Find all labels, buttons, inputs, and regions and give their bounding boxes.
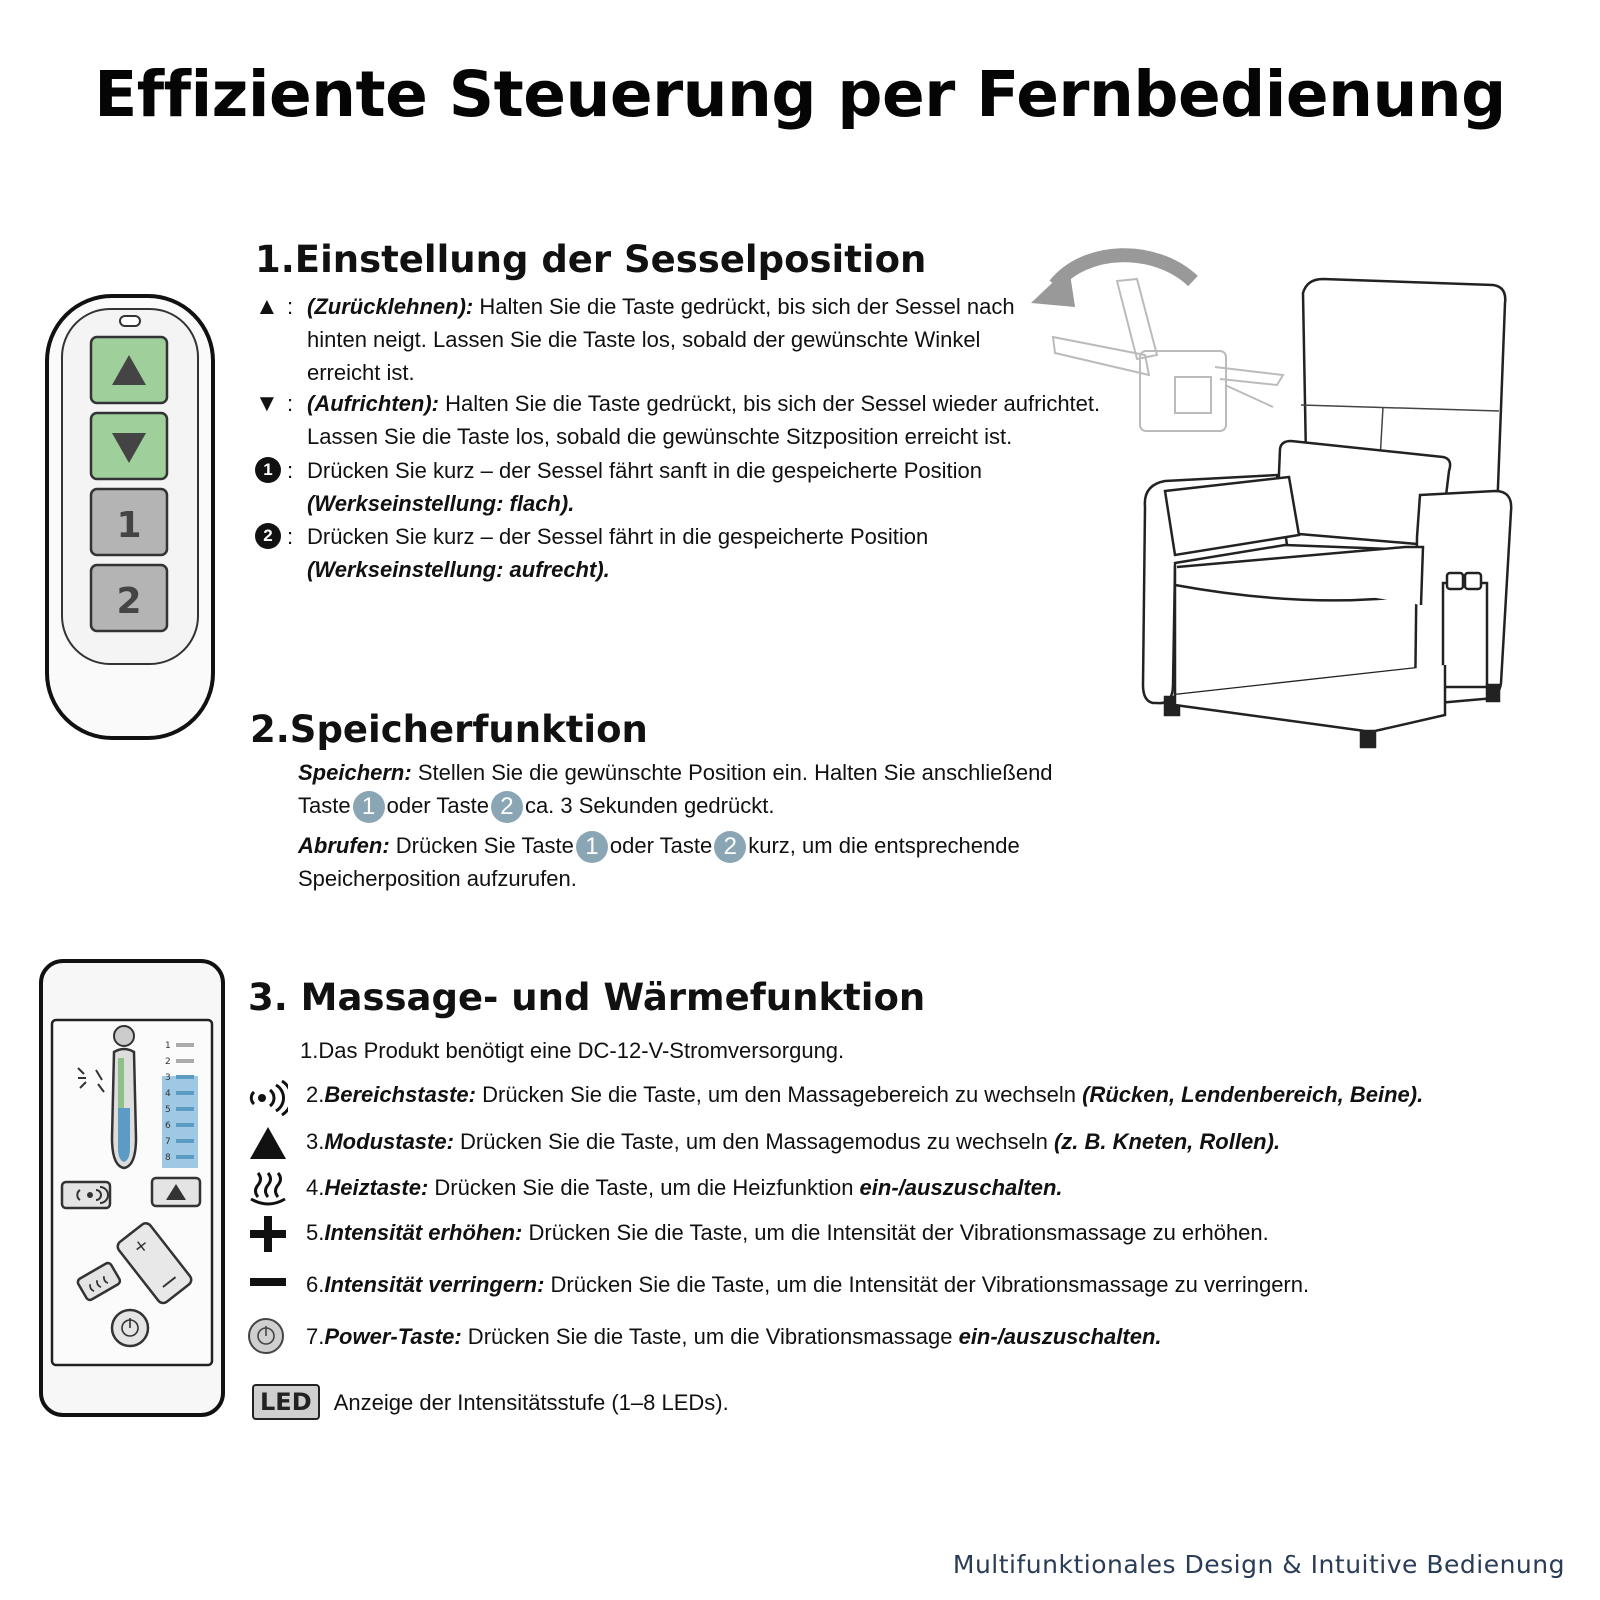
recline-label: (Zurücklehnen): (307, 294, 474, 319)
led-legend: LED Anzeige der Intensitätsstufe (1–8 LEDs). (252, 1384, 729, 1420)
power-label: Power-Taste: (324, 1324, 462, 1349)
remote-memory-2-button[interactable] (91, 565, 167, 631)
list-item-upright: ▼ : (Aufrichten): Halten Sie die Taste gedrückt, bis sich der Sessel wieder aufrichtet. Lassen Sie die Taste los, sobald die gewünschte Sitzposition erreicht ist. (255, 387, 1155, 454)
led-level-bar (176, 1075, 194, 1079)
memory-1-icon: 1 (255, 457, 281, 483)
memory-1-badge: 1 (576, 831, 608, 863)
massage-remote-illustration (38, 958, 226, 1418)
led-level-number: 2 (165, 1057, 171, 1067)
triangle-down-icon: ▼ (255, 390, 279, 417)
footer-tagline: Multifunktionales Design & Intuitive Bedienung (952, 1550, 1565, 1579)
remote-mode-button[interactable] (152, 1178, 200, 1206)
area-label: Bereichstaste: (324, 1082, 476, 1107)
svg-text:+: + (128, 1233, 154, 1260)
memory-1-badge: 1 (353, 791, 385, 823)
save-label: Speichern: (298, 760, 412, 785)
area-vibration-icon (248, 1076, 288, 1116)
triangle-mode-icon (248, 1123, 288, 1163)
recall-instruction: Abrufen: Drücken Sie Taste 1 oder Taste 2 kurz, um die entsprechende (298, 829, 1020, 863)
led-level-bar (176, 1107, 194, 1111)
led-level-bar (176, 1139, 194, 1143)
svg-text:2: 2 (116, 581, 142, 622)
led-level-bar (176, 1155, 194, 1159)
led-badge: LED (252, 1384, 320, 1420)
led-level-number: 5 (165, 1105, 171, 1115)
upright-label: (Aufrichten): (307, 391, 439, 416)
recall-label: Abrufen: (298, 833, 390, 858)
power-icon (248, 1318, 288, 1358)
led-level-number: 1 (165, 1041, 171, 1051)
remote-down-button[interactable] (91, 413, 167, 479)
remote-up-button[interactable] (91, 337, 167, 403)
heat-label: Heiztaste: (324, 1175, 429, 1200)
heat-waves-icon (248, 1169, 288, 1209)
led-level-number: 8 (165, 1153, 171, 1163)
position-remote-illustration (44, 293, 216, 741)
list-item-memory-2: 2 : Drücken Sie kurz – der Sessel fährt in die gespeicherte Position (Werkseinstellung: aufrecht). (255, 520, 1155, 586)
led-level-bar (176, 1091, 194, 1095)
list-item-recline: ▲ : (Zurücklehnen): Halten Sie die Taste gedrückt, bis sich der Sessel nach hinten neigt. Lassen Sie die Taste los, sobald der gewünschte Winkel erreicht ist. (255, 290, 1155, 387)
led-level-number: 3 (165, 1073, 171, 1083)
page-title: Effiziente Steuerung per Fernbedienung (94, 58, 1506, 131)
mode-label: Modustaste: (324, 1129, 454, 1154)
memory-2-icon: 2 (255, 523, 281, 549)
plus-icon (248, 1214, 288, 1254)
recall-instruction-line2: Speicherposition aufzurufen. (298, 866, 577, 891)
remote-power-button[interactable] (112, 1310, 148, 1346)
led-level-number: 4 (165, 1089, 171, 1099)
led-level-bar (176, 1043, 194, 1047)
minus-icon (248, 1266, 288, 1306)
remote-area-button[interactable] (62, 1182, 110, 1208)
svg-text:1: 1 (116, 505, 142, 546)
triangle-up-icon: ▲ (255, 293, 279, 320)
save-instruction-line2: Taste 1 oder Taste 2 ca. 3 Sekunden gedrückt. (298, 789, 774, 823)
decrease-label: Intensität verringern: (324, 1272, 545, 1297)
save-instruction: Speichern: Stellen Sie die gewünschte Position ein. Halten Sie anschließend (298, 760, 1053, 785)
led-level-number: 7 (165, 1137, 171, 1147)
list-item-memory-1: 1 : Drücken Sie kurz – der Sessel fährt sanft in die gespeicherte Position (Werkseinstellung: flach). (255, 454, 1155, 520)
section3-heading: 3. Massage- und Wärmefunktion (248, 976, 926, 1019)
section1-heading: 1.Einstellung der Sesselposition (255, 238, 927, 281)
recliner-chair-illustration (1025, 245, 1525, 765)
led-level-number: 6 (165, 1121, 171, 1131)
section2-heading: 2.Speicherfunktion (250, 708, 648, 751)
led-level-bar (176, 1059, 194, 1063)
remote-memory-1-button[interactable] (91, 489, 167, 555)
memory-2-badge: 2 (491, 791, 523, 823)
increase-label: Intensität erhöhen: (324, 1220, 523, 1245)
section1-list (255, 290, 1155, 586)
led-level-bar (176, 1123, 194, 1127)
memory-2-badge: 2 (714, 831, 746, 863)
power-supply-note: 1.Das Produkt benötigt eine DC-12-V-Stromversorgung. (300, 1038, 845, 1063)
